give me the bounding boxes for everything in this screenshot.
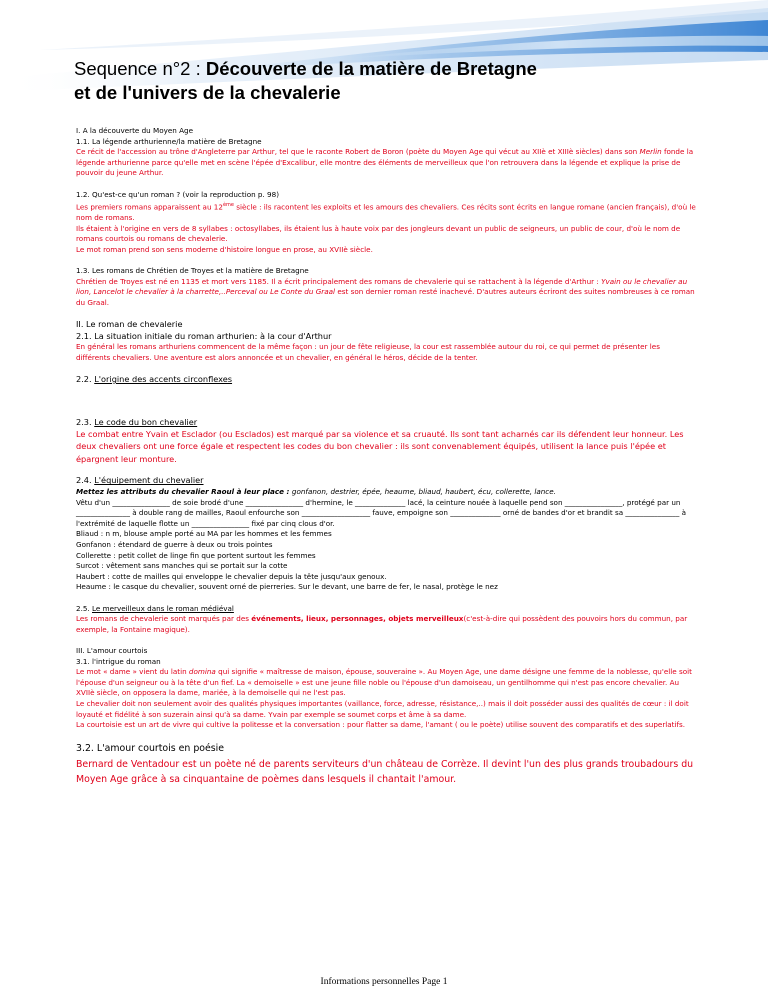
page-title — [74, 57, 554, 105]
text-run: Chrétien de Troyes est né en 1135 et mort vers 1185. Il a écrit principalement des romans de chevalerie qui se rattachent à la légende d'Arthur : — [76, 276, 602, 286]
fill-in-exercise: Vêtu d'un ________________ de soie brodé d'une ________________ d'hermine, le ______________ lacé, la ceinture nouée à laquelle pend son ________________, protégé par un _______________ à double rang de mailles, Raoul enfourche son ___________________ fauve, empoigne son ______________ orné de bandes d'or et brandit sa _______________ à l'extrémité de laquelle flotte un ________________ fixé par cinq clous d'or. — [76, 497, 686, 528]
subsection-2-3-text: Le combat entre Yvain et Esclador (ou Esclados) est marqué par sa violence et sa cruauté. Ils sont tant acharnés car ils défendent leur honneur. Les deux chevaliers ont une force égale et respectent les codes du bon chevalier : ils sont convenablement équipés, utilisent la lance puis l'épée et épargnent leur monture. — [76, 429, 684, 464]
subsection-2-5-text — [76, 614, 696, 635]
definition-haubert: Haubert : cotte de mailles qui enveloppe le chevalier depuis la tête jusqu'aux genoux. — [76, 571, 387, 581]
equipment-instruction — [76, 487, 696, 498]
subsection-1-1-text — [76, 147, 696, 179]
subsection-1-2-line1 — [76, 200, 696, 224]
subsection-2-1-text: En général les romans arthuriens commencent de la même façon : un jour de fête religieuse, la cour est rassemblée autour du roi, ce qui permet de présenter les différents chevaliers. Une aventure est alors annoncée et un chevalier, en général le héros, décide de la tenter. — [76, 342, 660, 362]
text-run-italic: domina — [188, 667, 216, 677]
text-run: (c'est-à-dire qui possèdent des pouvoirs hors du commun, par exemple, la Fontaine magique). — [76, 614, 688, 634]
heading-number: 2.5. — [76, 603, 92, 613]
text-run-italic: Merlin — [639, 147, 662, 157]
definition-heaume: Heaume : le casque du chevalier, souvent orné de pierreries. Sur le devant, une barre de fer, le nasal, protège le nez — [76, 582, 498, 592]
subsection-3-1-heading: 3.1. l'intrigue du roman — [76, 656, 161, 666]
subsection-1-1-heading: 1.1. La légende arthurienne/la matière de Bretagne — [76, 136, 262, 146]
text-run: est son dernier roman resté inachevé. D'autres auteurs écriront des suites nombreuses à ce roman du Graal. — [76, 287, 695, 307]
subsection-3-2-heading: 3.2. L'amour courtois en poésie — [76, 743, 225, 755]
definition-gonfanon: Gonfanon : étendard de guerre à deux ou trois pointes — [76, 540, 273, 549]
text-run: Les romans de chevalerie sont marqués par des — [76, 614, 252, 624]
subsection-1-3-text — [76, 277, 696, 309]
document-body — [76, 126, 696, 788]
text-run-bold: événements, lieux, personnages, objets merveilleux — [251, 614, 464, 624]
subsection-2-2-heading — [76, 374, 696, 386]
heading-title: L'origine des accents circonflexes — [94, 374, 233, 385]
subsection-3-1-text-a — [76, 667, 696, 699]
subsection-2-5-heading — [76, 604, 696, 615]
text-run: fonde la légende arthurienne parce qu'elle met en scène l'épée d'Excalibur, elle montre des éléments de merveilleux que l'on retrouvera dans la légende et explique la prise de pouvoir du jeune Arthur. — [76, 147, 694, 178]
section-1-heading: I. A la découverte du Moyen Age — [76, 126, 194, 135]
heading-title: L'équipement du chevalier — [94, 475, 204, 486]
definition-collerette: Collerette : petit collet de linge fin que portent surtout les femmes — [76, 550, 316, 560]
heading-number: 2.2. — [76, 374, 95, 385]
subsection-2-4-heading — [76, 475, 696, 487]
subsection-2-3-heading — [76, 417, 696, 429]
definition-bliaud: Bliaud : n m, blouse ample porté au MA par les hommes et les femmes — [76, 529, 332, 539]
heading-title: Le code du bon chevalier — [94, 416, 198, 427]
instruction-bold: Mettez les attributs du chevalier Raoul à leur place : — [76, 487, 292, 497]
subsection-3-1-text-b: Le chevalier doit non seulement avoir des qualités physiques importantes (vaillance, force, adresse, résistance,..) mais il doit posséder aussi des qualités de cœur : il doit loyauté et fidélité à son suzerain ainsi qu'à sa dame. Yvain par exemple se soumet corps et âme à sa dame. — [76, 698, 689, 719]
text-run-italic: Yvain ou le chevalier au lion, Lancelot le chevalier à la charrette,..Perceval ou Le Conte du Graal — [76, 276, 688, 297]
heading-number: 2.4. — [76, 475, 95, 486]
heading-title: Le merveilleux dans le roman médiéval — [92, 603, 234, 613]
title-prefix: Sequence n°2 : — [74, 58, 206, 79]
section-2-heading: II. Le roman de chevalerie — [76, 319, 183, 330]
text-run: siècle : ils racontent les exploits et les amours des chevaliers. Ces récits sont écrits en langue romane (ancien français), d'où le nom de romans. — [76, 202, 696, 223]
heading-number: 2.3. — [76, 416, 95, 427]
subsection-3-1-text-c: La courtoisie est un art de vivre qui cultive la politesse et la conversation : pour flatter sa dame, l'amant ( ou le poète) utilise souvent des comparatifs et des superlatifs. — [76, 720, 686, 730]
definition-surcot: Surcot : vêtement sans manches qui se portait sur la cotte — [76, 561, 288, 571]
text-run: Le mot « dame » vient du latin — [76, 667, 189, 677]
subsection-2-1-heading: 2.1. La situation initiale du roman arthurien: à la cour d'Arthur — [76, 330, 332, 341]
page-footer: Informations personnelles Page 1 — [320, 977, 448, 987]
text-run: Ce récit de l'accession au trône d'Angleterre par Arthur, tel que le raconte Robert de Boron (poète du Moyen Age qui vécut au XIIè et XIIIè siècles) dans son — [76, 147, 640, 157]
superscript: ème — [222, 202, 234, 209]
subsection-3-2-text: Bernard de Ventadour est un poète né de parents serviteurs d'un château de Corrèze. Il devint l'un des plus grands troubadours du Moyen Age grâce à sa cinquantaine de poèmes dans lesquels il chantait l'amour. — [76, 758, 694, 786]
title-main: Découverte de la matière de Bretagne et de l'univers de la chevalerie — [74, 58, 537, 103]
subsection-1-2-line3: Le mot roman prend son sens moderne d'histoire longue en prose, au XVIIè siècle. — [76, 244, 373, 254]
text-run: qui signifie « maîtresse de maison, épouse, souveraine ». Au Moyen Age, une dame désigne une femme de la noblesse, qu'elle soit l'épouse d'un seigneur ou à la tête d'un fief. La « demoiselle » est une jeune fille noble ou l'épouse d'un damoiseau, un gentilhomme qui n'est pas encore chevalier. Au XVIIè siècle, on opposera la dame, mariée, à la demoiselle qui ne l'est pas. — [76, 667, 692, 698]
text-run: Les premiers romans apparaissent au 12 — [76, 202, 223, 212]
subsection-1-3-heading: 1.3. Les romans de Chrétien de Troyes et la matière de Bretagne — [76, 266, 309, 276]
subsection-1-2-line2: Ils étaient à l'origine en vers de 8 syllabes : octosyllabes, ils étaient lus à haute voix par des jongleurs devant un public de seigneurs, un public de cour, d'où le nom de romans courtois ou romans de chevalerie. — [76, 223, 681, 244]
section-3-heading: III. L'amour courtois — [76, 645, 148, 655]
instruction-word-list: gonfanon, destrier, épée, heaume, bliaud, haubert, écu, collerette, lance. — [291, 487, 556, 497]
subsection-1-2-heading: 1.2. Qu'est-ce qu'un roman ? (voir la reproduction p. 98) — [76, 189, 280, 199]
